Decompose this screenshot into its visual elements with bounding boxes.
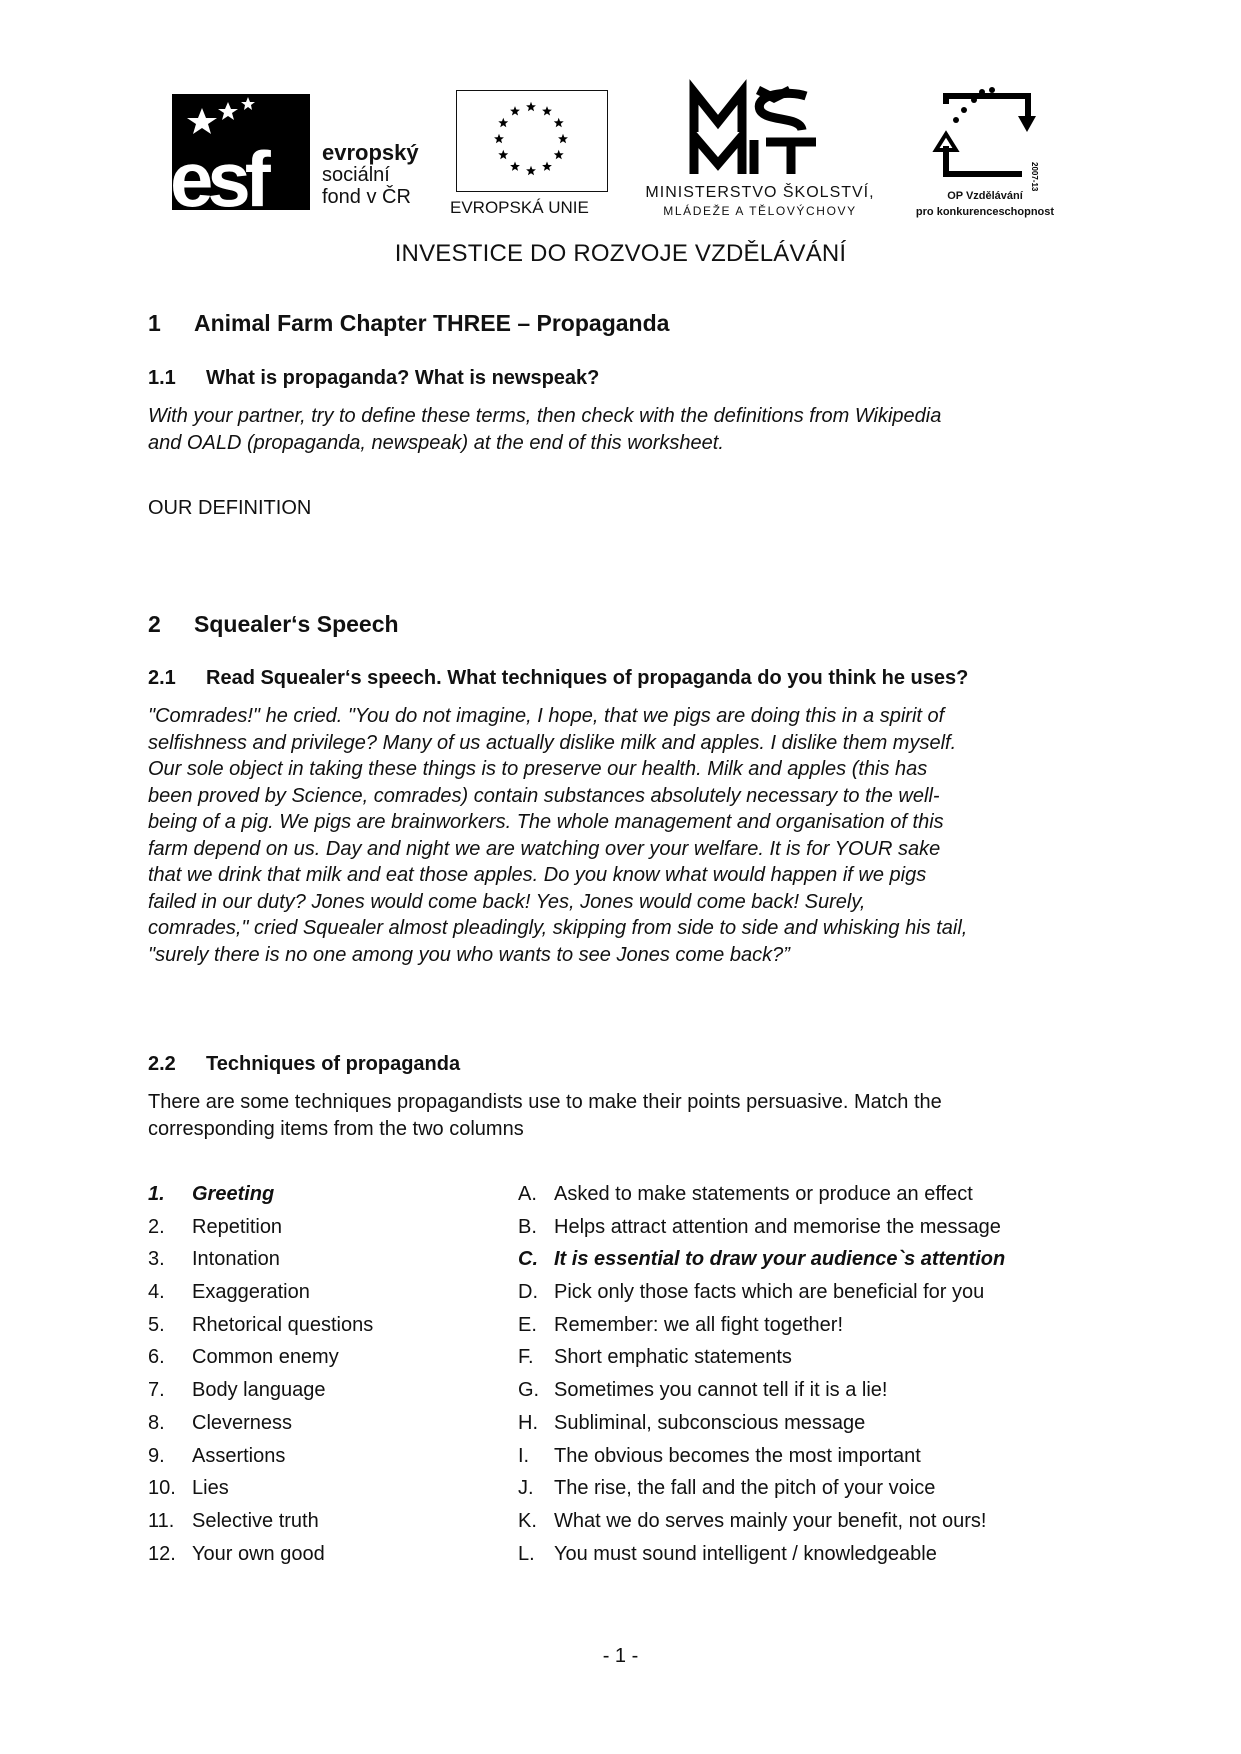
esf-line-2: sociální (322, 164, 390, 186)
left-item-number: 8. (148, 1411, 165, 1434)
matching-row (148, 1445, 1098, 1478)
left-item-text: Selective truth (192, 1509, 319, 1532)
right-item-text: Subliminal, subconscious message (554, 1411, 866, 1434)
msmt-mark-icon (688, 86, 820, 176)
op-years: 2007-13 (1030, 162, 1039, 192)
left-item-number: 6. (148, 1346, 165, 1369)
op-logo (900, 90, 1070, 220)
right-item-letter: F. (518, 1346, 534, 1369)
intro-line: There are some techniques propagandists use to make their points persuasive. Match the (148, 1091, 942, 1113)
speech-line: Our sole object in taking these things is to preserve our health. Milk and apples (this has (148, 758, 928, 780)
left-item-number: 3. (148, 1248, 165, 1271)
right-item-text: It is essential to draw your audience`s attention (554, 1248, 1006, 1271)
right-item-letter: I. (518, 1444, 530, 1467)
msmt-line-1: MINISTERSTVO ŠKOLSTVÍ, (645, 184, 875, 201)
right-item-text: The obvious becomes the most important (554, 1444, 921, 1467)
section-2-1-heading (148, 667, 968, 690)
matching-row (148, 1510, 1098, 1543)
section-2-2-number: 2.2 (148, 1053, 176, 1075)
right-item-text: Asked to make statements or produce an effect (554, 1183, 973, 1205)
section-1-1-number: 1.1 (148, 367, 176, 389)
right-item-text: Pick only those facts which are beneficial for you (554, 1281, 985, 1304)
eu-star-icon (498, 118, 508, 127)
matching-row (148, 1379, 1098, 1412)
eu-logo (450, 90, 610, 217)
section-2-1-number: 2.1 (148, 667, 176, 689)
esf-line-1: evropský (322, 140, 419, 165)
right-item-text: The rise, the fall and the pitch of your voice (554, 1477, 936, 1500)
eu-star-icon (558, 134, 568, 143)
header-logos (172, 86, 1072, 226)
matching-row (148, 1248, 1098, 1281)
op-line-2: pro konkurenceschopnost (915, 206, 1055, 218)
esf-logo (170, 86, 442, 223)
speech-line: "Comrades!" he cried. "You do not imagine, I hope, that we pigs are doing this in a spirit of (148, 705, 945, 727)
eu-star-icon (510, 162, 520, 171)
left-item-number: 12. (148, 1542, 176, 1565)
left-item-text: Intonation (192, 1248, 280, 1271)
left-item-text: Assertions (192, 1444, 286, 1467)
section-1-1-title: What is propaganda? What is newspeak? (206, 367, 600, 389)
right-item-letter: H. (518, 1411, 538, 1434)
speech-line: been proved by Science, comrades) contain substances absolutely necessary to the well- (148, 784, 940, 807)
techniques-intro (148, 1089, 942, 1142)
left-item-text: Greeting (192, 1183, 275, 1205)
matching-row (148, 1183, 1098, 1216)
section-2-title: Squealer‘s Speech (194, 611, 399, 637)
eu-star-icon (498, 150, 508, 159)
left-item-number: 1. (148, 1183, 165, 1205)
msmt-line-2: MLÁDEŽE A TĚLOVÝCHOVY (663, 204, 857, 218)
instructions-line: With your partner, try to define these terms, then check with the definitions from Wikipedia (148, 405, 942, 427)
right-item-letter: K. (518, 1509, 537, 1532)
section-2-2-title: Techniques of propaganda (206, 1053, 461, 1075)
section-2-1-title: Read Squealer‘s speech. What techniques of propaganda do you think he uses? (206, 667, 969, 689)
intro-line: corresponding items from the two columns (148, 1117, 524, 1140)
left-item-text: Lies (192, 1477, 229, 1500)
svg-text:esf: esf (170, 135, 265, 223)
matching-row (148, 1216, 1098, 1249)
right-item-text: What we do serves mainly your benefit, not ours! (554, 1509, 987, 1532)
speech-line: "surely there is no one among you who wants to see Jones come back?” (148, 943, 790, 966)
section-1-heading (148, 310, 669, 337)
matching-row (148, 1281, 1098, 1314)
esf-mark-icon (170, 94, 310, 223)
right-item-text: Short emphatic statements (554, 1346, 792, 1369)
matching-row (148, 1314, 1098, 1347)
right-item-letter: A. (518, 1183, 537, 1205)
left-item-number: 4. (148, 1281, 165, 1304)
header-tagline: INVESTICE DO ROZVOJE VZDĚLÁVÁNÍ (394, 240, 847, 267)
left-item-number: 10. (148, 1477, 176, 1500)
eu-star-icon (554, 118, 564, 127)
left-item-text: Cleverness (192, 1411, 293, 1434)
right-item-letter: J. (518, 1477, 534, 1500)
esf-line-3: fond v ČR (322, 186, 411, 208)
right-item-letter: G. (518, 1379, 540, 1402)
left-item-number: 9. (148, 1444, 165, 1467)
matching-columns (148, 1183, 1098, 1575)
right-item-text: You must sound intelligent / knowledgeable (554, 1542, 937, 1565)
left-item-text: Common enemy (192, 1346, 339, 1369)
op-line-1: OP Vzdělávání (947, 190, 1023, 202)
right-item-letter: E. (518, 1313, 537, 1336)
left-item-text: Exaggeration (192, 1281, 310, 1304)
left-item-text: Rhetorical questions (192, 1313, 374, 1336)
left-item-text: Repetition (192, 1215, 283, 1238)
right-item-letter: B. (518, 1215, 537, 1238)
speech-line: that we drink that milk and eat those apples. Do you know what would happen if we pigs (148, 864, 927, 886)
instructions-paragraph (148, 403, 941, 456)
section-2-number: 2 (148, 611, 161, 637)
eu-star-icon (526, 166, 536, 175)
eu-star-icon (510, 106, 520, 115)
section-1-title: Animal Farm Chapter THREE – Propaganda (194, 310, 670, 336)
page-number: - 1 - (602, 1645, 639, 1667)
section-1-number: 1 (148, 310, 161, 336)
section-2-heading (148, 611, 399, 638)
right-item-letter: L. (518, 1542, 535, 1565)
left-item-number: 7. (148, 1379, 165, 1402)
speech-line: selfishness and privilege? Many of us actually dislike milk and apples. I dislike them myself. (148, 731, 957, 754)
speech-paragraph (148, 703, 967, 968)
matching-row (148, 1543, 1098, 1576)
eu-star-icon (554, 150, 564, 159)
right-item-text: Sometimes you cannot tell if it is a lie! (554, 1379, 888, 1402)
speech-line: being of a pig. We pigs are brainworkers. The whole management and organisation of this (148, 811, 944, 833)
speech-line: failed in our duty? Jones would come back! Yes, Jones would come back! Surely, (148, 890, 866, 913)
eu-star-icon (542, 106, 552, 115)
speech-line: farm depend on us. Day and night we are watching over your welfare. It is for YOUR sake (148, 837, 941, 860)
right-item-text: Remember: we all fight together! (554, 1313, 844, 1336)
eu-star-icon (494, 134, 504, 143)
left-item-number: 5. (148, 1313, 165, 1336)
definition-label: OUR DEFINITION (148, 497, 312, 519)
matching-row (148, 1412, 1098, 1445)
right-item-letter: D. (518, 1281, 538, 1304)
matching-row (148, 1346, 1098, 1379)
op-mark-icon (936, 90, 1039, 192)
left-item-number: 2. (148, 1215, 165, 1238)
right-item-text: Helps attract attention and memorise the message (554, 1215, 1001, 1238)
eu-flag-icon (456, 90, 608, 192)
right-item-letter: C. (518, 1248, 538, 1271)
msmt-logo (620, 86, 900, 216)
eu-star-icon (526, 102, 536, 111)
instructions-line: and OALD (propaganda, newspeak) at the end of this worksheet. (148, 431, 724, 454)
section-1-1-heading (148, 367, 599, 390)
matching-row (148, 1477, 1098, 1510)
left-item-number: 11. (148, 1509, 175, 1532)
eu-label: EVROPSKÁ UNIE (450, 198, 589, 217)
left-item-text: Body language (192, 1379, 326, 1402)
speech-line: comrades," cried Squealer almost pleadingly, skipping from side to side and whisking his tail, (148, 917, 968, 939)
eu-star-icon (542, 162, 552, 171)
left-item-text: Your own good (192, 1542, 325, 1565)
section-2-2-heading (148, 1053, 460, 1076)
